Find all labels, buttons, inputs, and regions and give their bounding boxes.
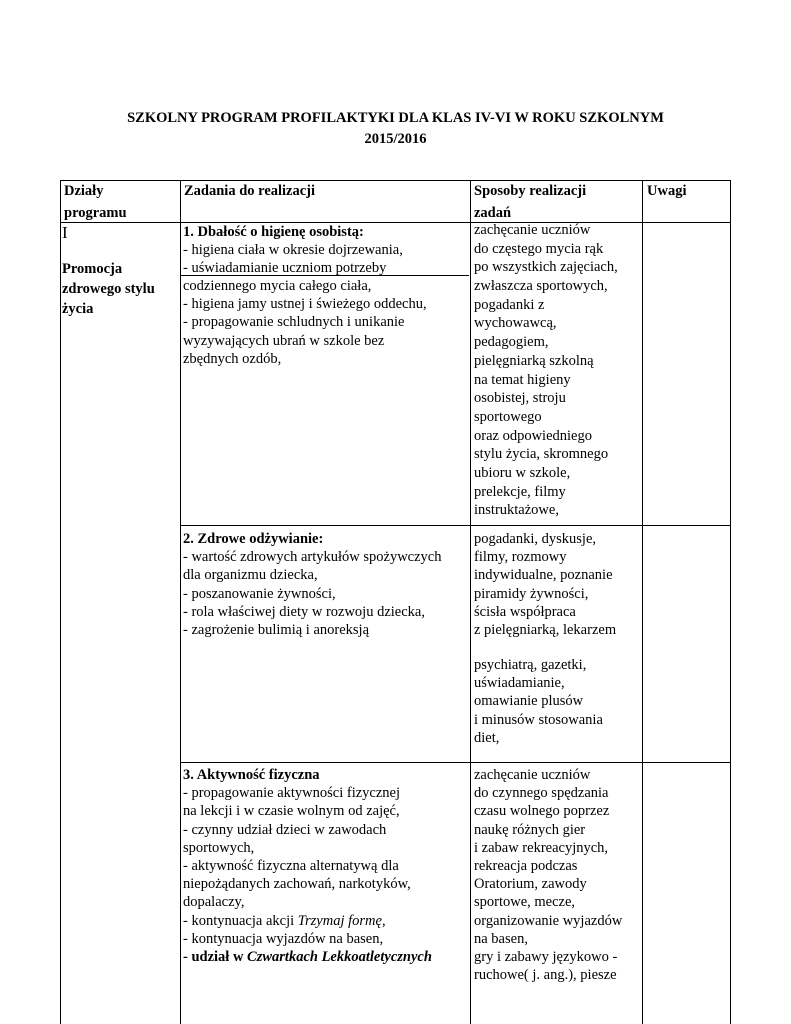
document-title-line-2: 2015/2016 bbox=[364, 131, 427, 147]
task-line-czwartki bbox=[183, 948, 432, 966]
row3-task-title: 3. Aktywność fizyczna bbox=[183, 767, 320, 783]
method-line: na temat higieny bbox=[474, 371, 571, 388]
task-line: - poszanowanie żywności, bbox=[183, 585, 336, 602]
method-line: pogadanki, dyskusje, bbox=[474, 531, 597, 547]
method-line: piramidy żywności, bbox=[474, 585, 589, 602]
method-line: czasu wolnego poprzez bbox=[474, 803, 610, 820]
event-name-czwartki: Czwartkach Lekkoatletycznych bbox=[247, 948, 432, 965]
col2-right-border bbox=[470, 180, 471, 1024]
task-line: - rola właściwej diety w rozwoju dziecka, bbox=[183, 603, 425, 620]
header-dzialy-line-1: Działy bbox=[64, 183, 104, 199]
task-line: zbędnych ozdób, bbox=[183, 350, 282, 367]
method-line: i zabaw rekreacyjnych, bbox=[474, 839, 609, 856]
method-line: ścisła współpraca bbox=[474, 603, 576, 620]
task-line: - propagowanie schludnych i unikanie bbox=[183, 314, 405, 331]
section-name-line: życia bbox=[62, 301, 94, 317]
method-line: rekreacja podczas bbox=[474, 857, 578, 874]
header-zadania: Zadania do realizacji bbox=[184, 183, 316, 199]
method-line: i minusów stosowania bbox=[474, 711, 603, 728]
method-line: organizowanie wyjazdów bbox=[474, 912, 623, 929]
method-line: z pielęgniarką, lekarzem bbox=[474, 621, 617, 638]
task-line: - higiena ciała w okresie dojrzewania, bbox=[183, 242, 403, 259]
method-line: uświadamianie, bbox=[474, 675, 565, 692]
header-sposoby bbox=[474, 180, 586, 224]
method-line: na basen, bbox=[474, 930, 528, 947]
task-line: - propagowanie aktywności fizycznej bbox=[183, 785, 401, 802]
task-line: - uświadamianie uczniom potrzeby bbox=[183, 260, 387, 277]
section-number: I bbox=[62, 223, 68, 242]
method-line: oraz odpowiedniego bbox=[474, 427, 592, 444]
method-line: Oratorium, zawody bbox=[474, 876, 587, 893]
row1-task-title: 1. Dbałość o higienę osobistą: bbox=[183, 224, 364, 240]
task-line: na lekcji i w czasie wolnym od zajęć, bbox=[183, 803, 400, 820]
method-line: prelekcje, filmy bbox=[474, 483, 566, 500]
row1-bottom-border bbox=[180, 525, 731, 526]
method-line: pogadanki z bbox=[474, 296, 545, 313]
col1-right-border bbox=[180, 180, 181, 1024]
task-line: - czynny udział dzieci w zawodach bbox=[183, 821, 387, 838]
method-line: naukę różnych gier bbox=[474, 821, 586, 838]
section-name bbox=[62, 259, 155, 319]
task-line: sportowych, bbox=[183, 839, 255, 856]
row1-methods bbox=[474, 221, 618, 520]
header-dzialy-line-2: programu bbox=[64, 205, 127, 221]
method-line: po wszystkich zajęciach, bbox=[474, 259, 618, 276]
method-line: sportowe, mecze, bbox=[474, 894, 576, 911]
task-line: codziennego mycia całego ciała, bbox=[183, 278, 372, 294]
task-line: - higiena jamy ustnej i świeżego oddechu, bbox=[183, 296, 427, 313]
task-line: dla organizmu dziecka, bbox=[183, 567, 318, 584]
row2-tasks bbox=[183, 530, 442, 639]
row3-tasks bbox=[183, 766, 432, 966]
method-line: osobistej, stroju bbox=[474, 390, 566, 407]
row2-bottom-border bbox=[180, 762, 731, 763]
section-name-line: zdrowego stylu bbox=[62, 281, 155, 297]
method-line: indywidualne, poznanie bbox=[474, 567, 613, 584]
col3-right-border bbox=[642, 180, 643, 1024]
action-name-trzymaj-forme: Trzymaj formę, bbox=[297, 912, 386, 929]
method-line: wychowawcą, bbox=[474, 315, 557, 332]
task-line: - aktywność fizyczna alternatywą dla bbox=[183, 857, 399, 874]
task-line-prefix: - kontynuacja akcji bbox=[183, 912, 298, 929]
method-line: zwłaszcza sportowych, bbox=[474, 278, 608, 295]
method-line: stylu życia, skromnego bbox=[474, 446, 609, 463]
method-line: do częstego mycia rąk bbox=[474, 240, 604, 257]
row2-methods bbox=[474, 530, 616, 639]
method-line: psychiatrą, gazetki, bbox=[474, 657, 587, 673]
method-line: ubioru w szkole, bbox=[474, 464, 571, 481]
row2-methods-continued bbox=[474, 656, 603, 747]
document-title-line-1: SZKOLNY PROGRAM PROFILAKTYKI DLA KLAS IV-VI W ROKU SZKOLNYM bbox=[127, 110, 664, 126]
task-line: wyzywających ubrań w szkole bez bbox=[183, 332, 385, 349]
task-line: - kontynuacja wyjazdów na basen, bbox=[183, 930, 384, 947]
task-line: - zagrożenie bulimią i anoreksją bbox=[183, 621, 370, 638]
task-line-prefix: - udział w bbox=[183, 948, 248, 965]
section-name-line: Promocja bbox=[62, 261, 123, 277]
task-line: - wartość zdrowych artykułów spożywczych bbox=[183, 549, 442, 566]
method-line: gry i zabawy językowo - bbox=[474, 948, 618, 965]
method-line: filmy, rozmowy bbox=[474, 549, 567, 566]
method-line: diet, bbox=[474, 729, 500, 746]
method-line: pielęgniarką szkolną bbox=[474, 352, 594, 369]
method-line: do czynnego spędzania bbox=[474, 785, 609, 802]
header-sposoby-line-2: zadań bbox=[474, 205, 512, 221]
method-line: ruchowe( j. ang.), piesze bbox=[474, 967, 617, 984]
method-line: omawianie plusów bbox=[474, 693, 584, 710]
table-top-border bbox=[60, 180, 731, 181]
table-right-border bbox=[730, 180, 731, 1024]
row3-methods bbox=[474, 766, 622, 984]
header-sposoby-line-1: Sposoby realizacji bbox=[474, 183, 587, 199]
header-dzialy bbox=[64, 180, 127, 224]
method-line: zachęcanie uczniów bbox=[474, 767, 591, 783]
row1-tasks bbox=[183, 223, 403, 278]
method-line: sportowego bbox=[474, 408, 542, 425]
method-line: zachęcanie uczniów bbox=[474, 222, 591, 238]
task-line-trzymaj-forme bbox=[183, 912, 432, 930]
method-line: pedagogiem, bbox=[474, 334, 549, 351]
method-line: instruktażowe, bbox=[474, 502, 559, 519]
row1-tasks-continued bbox=[183, 277, 427, 368]
table-left-border bbox=[60, 180, 61, 1024]
header-uwagi: Uwagi bbox=[647, 183, 687, 199]
task-line: dopalaczy, bbox=[183, 894, 245, 911]
task-line: niepożądanych zachowań, narkotyków, bbox=[183, 876, 411, 893]
row2-task-title: 2. Zdrowe odżywianie: bbox=[183, 531, 324, 547]
